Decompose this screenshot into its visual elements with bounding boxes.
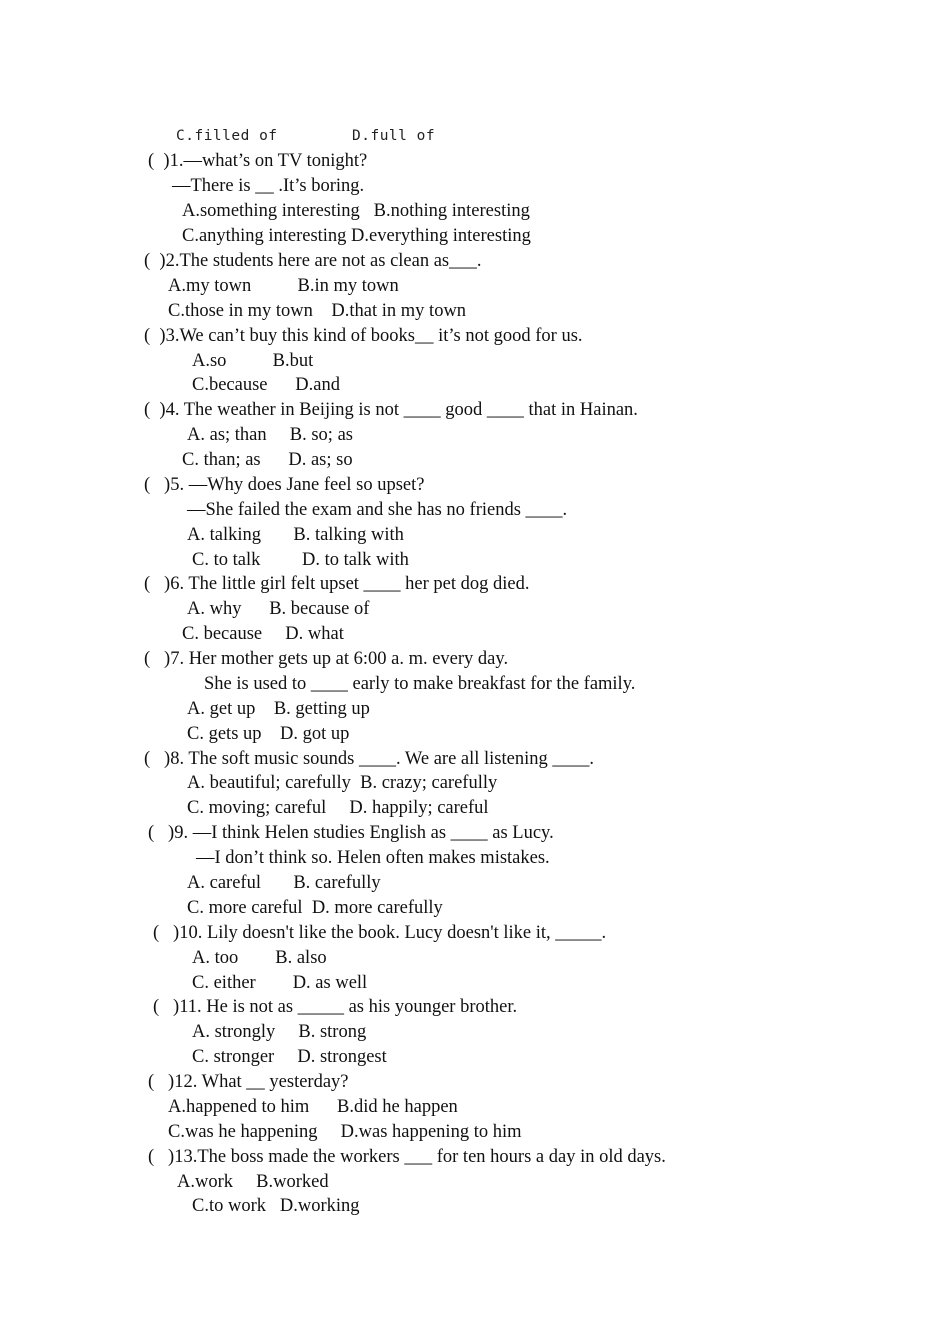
question-2-options-ab: A.my town B.in my town — [168, 276, 399, 296]
question-3-options-cd: C.because D.and — [192, 375, 340, 395]
question-2-options-cd: C.those in my town D.that in my town — [168, 301, 467, 321]
question-9-line: —I don’t think so. Helen often makes mistakes. — [196, 848, 550, 868]
question-6-options-cd: C. because D. what — [182, 624, 344, 644]
question-13-options-ab: A.work B.worked — [177, 1172, 329, 1192]
question-3-options-ab: A.so B.but — [192, 351, 314, 371]
question-11-stem: ( )11. He is not as _____ as his younger brother. — [153, 997, 518, 1017]
prev-option-c: C.filled of — [176, 128, 278, 144]
question-7-options-ab: A. get up B. getting up — [187, 699, 370, 719]
question-12-options-cd: C.was he happening D.was happening to him — [168, 1122, 522, 1142]
question-5-stem: ( )5. —Why does Jane feel so upset? — [144, 475, 425, 495]
question-11-options-ab: A. strongly B. strong — [192, 1022, 367, 1042]
question-10-stem: ( )10. Lily doesn't like the book. Lucy doesn't like it, _____. — [153, 923, 607, 943]
question-7-stem: ( )7. Her mother gets up at 6:00 a. m. every day. — [144, 649, 509, 669]
question-1-options-ab: A.something interesting B.nothing interesting — [182, 201, 530, 221]
question-6-stem: ( )6. The little girl felt upset ____ her pet dog died. — [144, 574, 530, 594]
question-5-options-cd: C. to talk D. to talk with — [192, 550, 409, 570]
question-11-options-cd: C. stronger D. strongest — [192, 1047, 387, 1067]
question-9-stem: ( )9. —I think Helen studies English as ____ as Lucy. — [148, 823, 554, 843]
question-10-options-cd: C. either D. as well — [192, 973, 368, 993]
question-8-stem: ( )8. The soft music sounds ____. We are all listening ____. — [144, 749, 594, 769]
question-5-line: —She failed the exam and she has no friends ____. — [187, 500, 568, 520]
question-6-options-ab: A. why B. because of — [187, 599, 370, 619]
question-9-options-cd: C. more careful D. more carefully — [187, 898, 443, 918]
question-8-options-ab: A. beautiful; carefully B. crazy; carefully — [187, 773, 498, 793]
question-10-options-ab: A. too B. also — [192, 948, 327, 968]
question-13-stem: ( )13.The boss made the workers ___ for ten hours a day in old days. — [148, 1147, 666, 1167]
question-4-options-ab: A. as; than B. so; as — [187, 425, 353, 445]
question-13-options-cd: C.to work D.working — [192, 1196, 360, 1216]
question-9-options-ab: A. careful B. carefully — [187, 873, 381, 893]
question-7-options-cd: C. gets up D. got up — [187, 724, 350, 744]
question-4-stem: ( )4. The weather in Beijing is not ____ good ____ that in Hainan. — [144, 400, 638, 420]
question-7-line: She is used to ____ early to make breakfast for the family. — [204, 674, 636, 694]
prev-option-d: D.full of — [352, 128, 436, 144]
question-4-options-cd: C. than; as D. as; so — [182, 450, 353, 470]
question-8-options-cd: C. moving; careful D. happily; careful — [187, 798, 489, 818]
question-3-stem: ( )3.We can’t buy this kind of books__ it’s not good for us. — [144, 326, 583, 346]
question-12-stem: ( )12. What __ yesterday? — [148, 1072, 349, 1092]
question-1-options-cd: C.anything interesting D.everything interesting — [182, 226, 531, 246]
question-12-options-ab: A.happened to him B.did he happen — [168, 1097, 458, 1117]
question-2-stem: ( )2.The students here are not as clean as___. — [144, 251, 482, 271]
question-1-line: —There is __ .It’s boring. — [172, 176, 365, 196]
question-5-options-ab: A. talking B. talking with — [187, 525, 404, 545]
question-1-stem: ( )1.—what’s on TV tonight? — [148, 151, 368, 171]
